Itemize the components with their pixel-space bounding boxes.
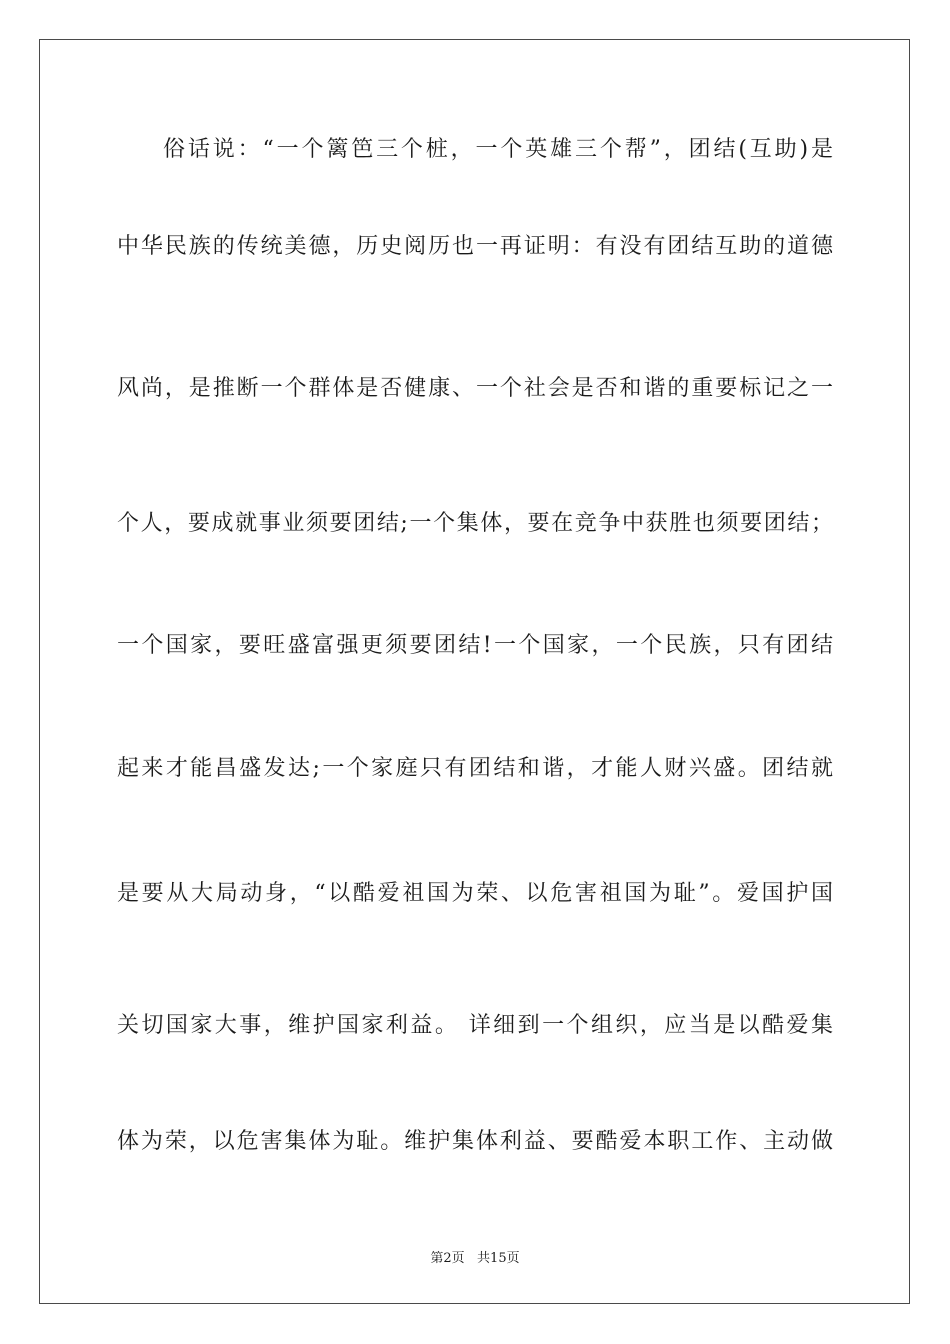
paragraph-line-9: 体为荣，以危害集体为耻。维护集体利益、要酷爱本职工作、主动做 <box>117 1129 833 1154</box>
paragraph-line-4: 个人，要成就事业须要团结;一个集体，要在竞争中获胜也须要团结； <box>117 511 833 536</box>
paragraph-line-2: 中华民族的传统美德，历史阅历也一再证明：有没有团结互助的道德 <box>117 234 833 259</box>
paragraph-line-6: 起来才能昌盛发达;一个家庭只有团结和谐，才能人财兴盛。团结就 <box>117 756 833 781</box>
paragraph-line-5: 一个国家，要旺盛富强更须要团结!一个国家，一个民族，只有团结 <box>117 633 833 658</box>
paragraph-line-3: 风尚，是推断一个群体是否健康、一个社会是否和谐的重要标记之一 <box>117 376 833 401</box>
paragraph-line-1: 俗话说：“一个篱笆三个桩，一个英雄三个帮”，团结(互助)是 <box>163 137 833 162</box>
paragraph-line-8: 关切国家大事，维护国家利益。 详细到一个组织，应当是以酷爱集 <box>117 1013 833 1038</box>
page-number-footer: 第2页 共15页 <box>430 1251 520 1266</box>
page-border <box>39 39 910 1304</box>
paragraph-line-7: 是要从大局动身，“以酷爱祖国为荣、以危害祖国为耻”。爱国护国 <box>117 881 833 906</box>
